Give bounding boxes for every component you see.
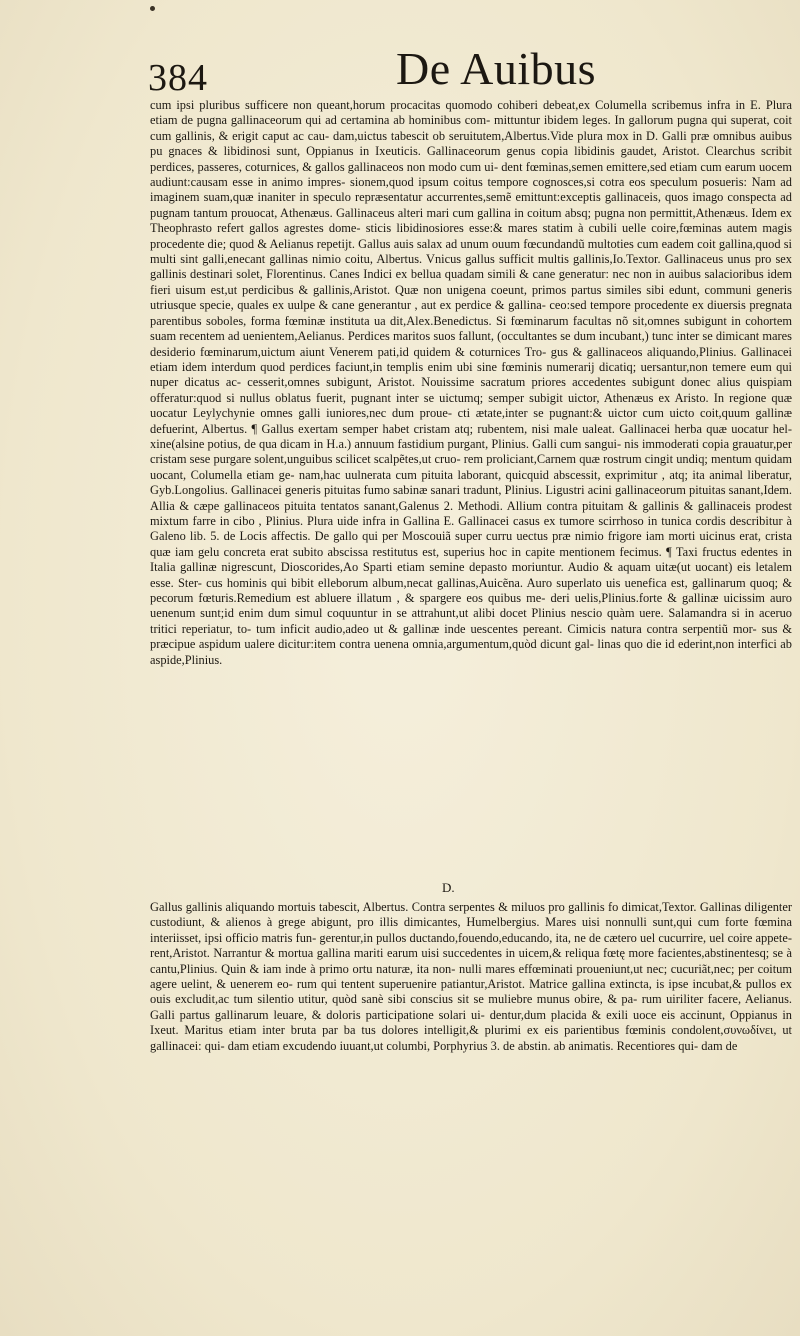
section-mark: D.: [442, 880, 455, 895]
page-number: 384: [148, 57, 208, 99]
text-block-2: [150, 900, 792, 1220]
page-header: [148, 40, 788, 102]
section-divider: [150, 878, 792, 900]
ink-dot: [150, 6, 155, 11]
paragraph-2: Gallus gallinis aliquando mortuis tabescit, Albertus. Contra serpentes & miluos pro gallinis fo dimicat,Textor. Gallinas diligenter custodiunt, & alienos à grege abigunt, pro illis dimicantes, Humelbergius. Mares uisi nonnulli sunt,qui cum forte fœmina interiisset, ipsi officio matris fun- gerentur,in pullos ductando,fouendo,educando, ita, ne de cætero uel cucurrire, uel coire appete- rent,Aristot. Narrantur & mortua gallina mariti earum uisi succedentes in uicem,& reliqua fœtę more facientes,abstinentesq; se à cantu,Plinius. Quin & iam inde à primo ortu naturæ, ita non- nulli mares effœminati proueniunt,ut nec; cucuriãt,nec; per coitum agere uelint, & uenerem eo- rum qui tentent superuenire patiantur,Aristot. Matrice gallina extincta, is ipse incubat,& pullos ex ouis excludit,ac tum silentio utitur, quòd sanè sibi conscius sit se muliebre munus obire, & pa- rum uiriliter facere, Aelianus. Galli partus gallinarum leuare, & doloris participatione solari ui- dentur,dum placida & exili uoce eis accinunt, Oppianus in Ixeut. Maritus etiam inter bruta par ba tus dolores intelligit,& plurimi ex eis parientibus fœminis condolent,συνωδίνει, ut gallinacei: qui- dam etiam excudendo iuuant,ut columbi, Porphyrius 3. de abstin. ab animatis. Recentiores qui- dam de: [150, 900, 792, 1053]
paragraph-1: cum ipsi pluribus sufficere non queant,horum procacitas quomodo cohiberi debeat,ex Columella scribemus infra in E. Plura etiam de pugna gallinaceorum qui ad certamina ab hominibus com- mittuntur ibidem leges. In gallorum pugna qui superat, coit cum gallinis, & erigit caput ac cau- dam,uictus tabescit ob seruitutem,Albertus.Vide plura mox in D. Galli præ omnibus auibus pu gnaces & libidinosi sunt, Oppianus in Ixeuticis. Gallinaceorum genus copia libidinis gaudet, Aristot. Clearchus scribit perdices, passeres, coturnices, & gallos gallinaceos non modo cum ui- dent fœminas,semen emittere,sed etiam cum earum uocem audiunt:causam esse in animo impres- sionem,quod ipsum coitus tempore cognosces,si cotra eos speculum posueris: Nam ad imaginem suam,quæ inaniter in speculo repræsentatur accurrentes,semẽ emittunt:exceptis gallinaceis, quos imago conspecta ad pugnam tantum prouocat, Athenæus. Gallinaceus alteri mari cum gallina in coitum absq; pugna non permittit,Athenæus. Idem ex Theophrasto refert gallos agrestes dome- sticis libidinosiores esse:& mares statim à cubili uelle coire,fœminas autem magis procedente die; quod & Aelianus repetijt. Gallus auis salax ad unum ouum fœcundandũ multoties cum eadem coit gallina,quod si multi sint galli,enecant gallinas nimio coitu, Albertus. Vnicus gallus sufficit multis gallinis,Io.Textor. Gallinaceus unus pro sex gallinis destinari solet, Florentinus. Canes Indici ex bellua quadam simili & cane generatur: nec non in auibus salacioribus idem fieri uisum est,ut perdicibus & gallinis,Aristot. Quæ non unigena coeunt, primos partus similes sibi edunt, communi generis utriusque specie, quales ex uulpe & cane generantur , aut ex perdice & gallina- ceo:sed tempore procedente ex diuersis pregnata parentibus soboles, forma fœminæ instituta ua dit,Alex.Benedictus. Si fœminarum facultas nõ sit,omnes subigunt in cohortem suam recentem ad uenientem,Aelianus. Perdices maritos suos fallunt, (occultantes se dum incubant,) tunc inter se dimicant mares desiderio fœminarum,uictum aiunt Venerem pati,id quidem & coturnices Tro- gus & gallinaceos aliquando,Plinius. Gallinacei etiam idem interdum quod perdices faciunt,in templis enim ubi sine fœminis numerarij dicatiq; uersantur,non temere eum qui nuper dicatus ac- cesserit,omnes subigunt, Aristot. Nouissime sacratum priores accedentes subigunt donec alius quispiam offeratur:quod si nullus oblatus fuerit, pugnant inter se uictumq; semper subigit uictor, Athenæus ex Aristo. In regione quæ uocatur Leylychynie omnes galli iuniores,nec dum proue- cti ætate,inter se pugnant:& uictor cum uicto coit,quum gallinæ defuerint, Albertus. ¶ Gallus exertam semper habet cristam atq; rubentem, nisi male ualeat. Gallinacei herba quæ uocatur hel- xine(alsine potius, de qua dicam in H.a.) annuum fastidium purgant, Plinius. Galli cum sangui- nis immoderati copia grauatur,per cristam sese purgare solent,unguibus scilicet scalpẽtes,ut cruo- rem proliciant,Carnem quæ rostrum cingit undiq; mentum quidam uocant, Columella etiam ge- nam,hac uulnerata cum pituita laborant, quicquid abscessit, exprimitur , atq; ita animal liberatur, Gyb.Longolius. Gallinacei generis pituitas fumo sabinæ sanari tradunt, Plinius. Ligustri acini gallinaceorum pituitas sanant,Idem. Allia & cæpe gallinaceos pituita tentatos sanant,Galenus 2. Methodi. Allium contra pituitam & gallinis & gallinaceis prodest mixtum farre in cibo , Plinius. Plura uide infra in Gallina E. Gallinacei casus ex tumore scirrhoso in tunica cordis describitur à Galeno lib. 5. de Locis affectis. De gallo qui per Moscouiã super curru uectus præ nimio frigore iam morti uicinus erat, crista quæ iam gelu concreta erat subito abscissa restitutus est, superius hoc in capite mentionem fecimus. ¶ Taxi fructus edentes in Italia gallinæ nigrescunt, Dioscorides,Ao Sparti etiam semine depasto moriuntur. Audio & aquam uitæ(ut uocant) eis letalem esse. Ster- cus hominis qui bibit elleborum album,necat gallinas,Auicẽna. Auro superlato uis uenefica est, gallinarum quoq; & pecorum fœturis.Remedium est abluere illatum , & spargere eos quibus me- deri uelis,Plinius.forte & gallinæ uicissim auro uenenum sunt;id enim dum simul coquuntur in se attrahunt,ut alibi docet Plinius nescio quàm uere. Salamandra si in aceruo tritici reperiatur, to- tum inficit audio,adeo ut & gallinæ inde uescentes pereant. Cimicis natura contra serpentiũ mor- sus & præcipue aspidum ualere dicitur:item contra uenena omnia,argumentum,quòd dicunt gal- linas quo die id ederint,non interfici ab aspide,Plinius.: [150, 98, 792, 667]
text-body: [150, 98, 792, 1220]
text-block-1: [150, 98, 792, 878]
running-title: De Auibus: [396, 43, 596, 94]
